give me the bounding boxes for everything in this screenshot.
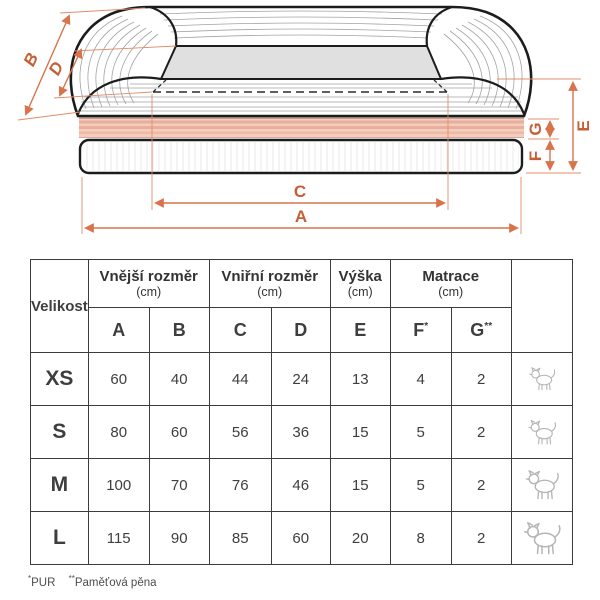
column-letter-d: D (271, 308, 330, 353)
value-cell: 24 (271, 353, 330, 406)
dimension-label-b: B (19, 49, 43, 70)
value-cell: 60 (149, 406, 209, 459)
value-cell: 4 (390, 353, 451, 406)
column-letter-b: B (149, 308, 209, 353)
dimension-label-f: F (526, 150, 545, 162)
column-letter-f: F* (390, 308, 451, 353)
value-cell: 85 (209, 512, 271, 565)
footnote-pur: *PUR (28, 574, 56, 589)
memory-foam-layer (79, 118, 524, 138)
column-letter-c: C (209, 308, 271, 353)
foam-base-layer (80, 140, 522, 173)
mattress-group-header (390, 260, 511, 308)
group-unit: (cm) (136, 285, 162, 300)
value-cell: 8 (390, 512, 451, 565)
table-row-xs (31, 353, 573, 406)
group-title: Matrace (422, 267, 480, 285)
column-letter-e: E (330, 308, 390, 353)
size-chart-table (30, 259, 573, 565)
medium-dog-icon (523, 470, 561, 500)
dog-icon-cell (511, 406, 572, 459)
group-title: Vniřní rozměr (221, 267, 319, 285)
value-cell: 5 (390, 406, 451, 459)
value-cell: 2 (451, 512, 511, 565)
group-unit: (cm) (438, 285, 464, 300)
value-cell: 15 (330, 459, 390, 512)
size-label: S (31, 406, 89, 459)
dog-icon-cell (511, 459, 572, 512)
size-label: L (31, 512, 89, 565)
column-letter-a: A (88, 308, 149, 353)
value-cell: 80 (88, 406, 149, 459)
height-group-header (330, 260, 390, 308)
dimension-label-g: G (526, 122, 545, 136)
small-dog-icon (527, 367, 557, 391)
value-cell: 70 (149, 459, 209, 512)
outer-dimension-group-header (88, 260, 209, 308)
group-title: Výška (338, 267, 382, 285)
dimension-A (86, 207, 517, 228)
value-cell: 13 (330, 353, 390, 406)
value-cell: 2 (451, 406, 511, 459)
large-dog-icon (521, 522, 563, 555)
group-unit: (cm) (347, 285, 373, 300)
value-cell: 100 (88, 459, 149, 512)
dimension-E (573, 83, 593, 169)
inner-mattress-surface (161, 46, 441, 79)
dimension-label-e: E (574, 120, 593, 132)
value-cell: 60 (271, 512, 330, 565)
size-label: XS (31, 353, 89, 406)
dog-icon-cell (511, 512, 572, 565)
table-row-m (31, 459, 573, 512)
value-cell: 56 (209, 406, 271, 459)
value-cell: 76 (209, 459, 271, 512)
inner-dimension-group-header (209, 260, 330, 308)
dimension-label-a: A (294, 207, 308, 226)
value-cell: 2 (451, 459, 511, 512)
value-cell: 15 (330, 406, 390, 459)
table-row-l (31, 512, 573, 565)
dimension-G (526, 122, 550, 136)
value-cell: 2 (451, 353, 511, 406)
dimension-C (156, 182, 444, 203)
group-title: Vnější rozměr (99, 267, 198, 285)
size-label: M (31, 459, 89, 512)
column-letter-g: G** (451, 308, 511, 353)
table-row-s (31, 406, 573, 459)
bed-dimension-diagram (0, 0, 600, 250)
value-cell: 44 (209, 353, 271, 406)
value-cell: 36 (271, 406, 330, 459)
value-cell: 90 (149, 512, 209, 565)
value-cell: 40 (149, 353, 209, 406)
group-unit: (cm) (257, 285, 283, 300)
footnote-memory-foam: **Paměťová pěna (68, 574, 157, 589)
bed-drawing (71, 7, 531, 173)
footnote (28, 574, 157, 589)
dog-icon-column-header (511, 260, 572, 353)
value-cell: 20 (330, 512, 390, 565)
size-column-header: Velikost (31, 260, 89, 353)
value-cell: 115 (88, 512, 149, 565)
value-cell: 60 (88, 353, 149, 406)
value-cell: 46 (271, 459, 330, 512)
dog-icon-cell (511, 353, 572, 406)
dimension-label-c: C (293, 182, 307, 201)
dimension-F (526, 142, 550, 169)
dimension-label-d: D (44, 58, 68, 79)
bulldog-icon (526, 420, 558, 445)
value-cell: 5 (390, 459, 451, 512)
